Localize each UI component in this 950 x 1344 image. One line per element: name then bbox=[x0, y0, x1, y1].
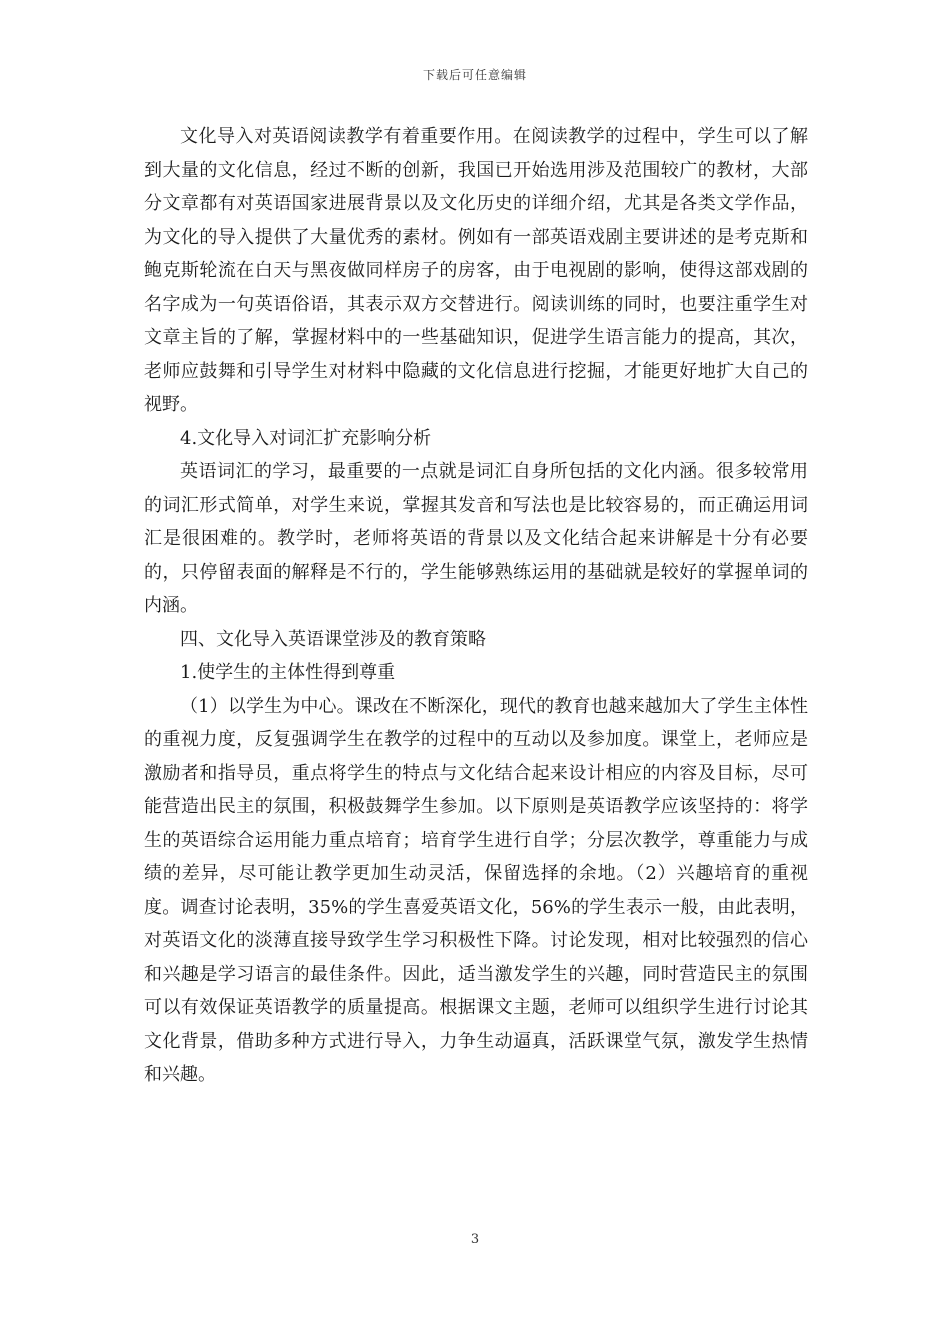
paragraph-reading-teaching: 文化导入对英语阅读教学有着重要作用。在阅读教学的过程中，学生可以了解到大量的文化信息，经过不断的创新，我国已开始选用涉及范围较广的教材，大部分文章都有对英语国家进展背景以及文化历史的详细介绍，尤其是各类文学作品，为文化的导入提供了大量优秀的素材。例如有一部英语戏剧主要讲述的是考克斯和鲍克斯轮流在白天与黑夜做同样房子的房客，由于电视剧的影响，使得这部戏剧的名字成为一句英语俗语，其表示双方交替进行。阅读训练的同时，也要注重学生对文章主旨的了解，掌握材料中的一些基础知识，促进学生语言能力的提高，其次，老师应鼓舞和引导学生对材料中隐藏的文化信息进行挖掘，才能更好地扩大自己的视野。 bbox=[144, 126, 808, 415]
document-body bbox=[144, 120, 808, 1092]
heading-vocabulary-analysis: 4.文化导入对词汇扩充影响分析 bbox=[180, 427, 432, 449]
paragraph-student-centered: （1）以学生为中心。课改在不断深化，现代的教育也越来越加大了学生主体性的重视力度，反复强调学生在教学的过程中的互动以及参加度。课堂上，老师应是激励者和指导员，重点将学生的特点与文化结合起来设计相应的内容及目标，尽可能营造出民主的氛围，积极鼓舞学生参加。以下原则是英语教学应该坚持的：将学生的英语综合运用能力重点培育；培育学生进行自学；分层次教学，尊重能力与成绩的差异，尽可能让教学更加生动灵活，保留选择的余地。（2）兴趣培育的重视度。调查讨论表明，35%的学生喜爱英语文化，56%的学生表示一般，由此表明，对英语文化的淡薄直接导致学生学习积极性下降。讨论发现，相对比较强烈的信心和兴趣是学习语言的最佳条件。因此，适当激发学生的兴趣，同时营造民主的氛围可以有效保证英语教学的质量提高。根据课文主题，老师可以组织学生进行讨论其文化背景，借助多种方式进行导入，力争生动逼真，活跃课堂气氛，激发学生热情和兴趣。 bbox=[144, 695, 808, 1085]
page-number: 3 bbox=[470, 1232, 480, 1247]
heading-student-subjectivity: 1.使学生的主体性得到尊重 bbox=[180, 662, 396, 683]
page-header: 下载后可任意编辑 bbox=[422, 68, 527, 82]
section-heading-strategies: 四、文化导入英语课堂涉及的教育策略 bbox=[180, 628, 486, 650]
paragraph-vocabulary: 英语词汇的学习，最重要的一点就是词汇自身所包括的文化内涵。很多较常用的词汇形式简单，对学生来说，掌握其发音和写法也是比较容易的，而正确运用词汇是很困难的。教学时，老师将英语的背景以及文化结合起来讲解是十分有必要的，只停留表面的解释是不行的，学生能够熟练运用的基础就是较好的掌握单词的内涵。 bbox=[144, 461, 808, 616]
